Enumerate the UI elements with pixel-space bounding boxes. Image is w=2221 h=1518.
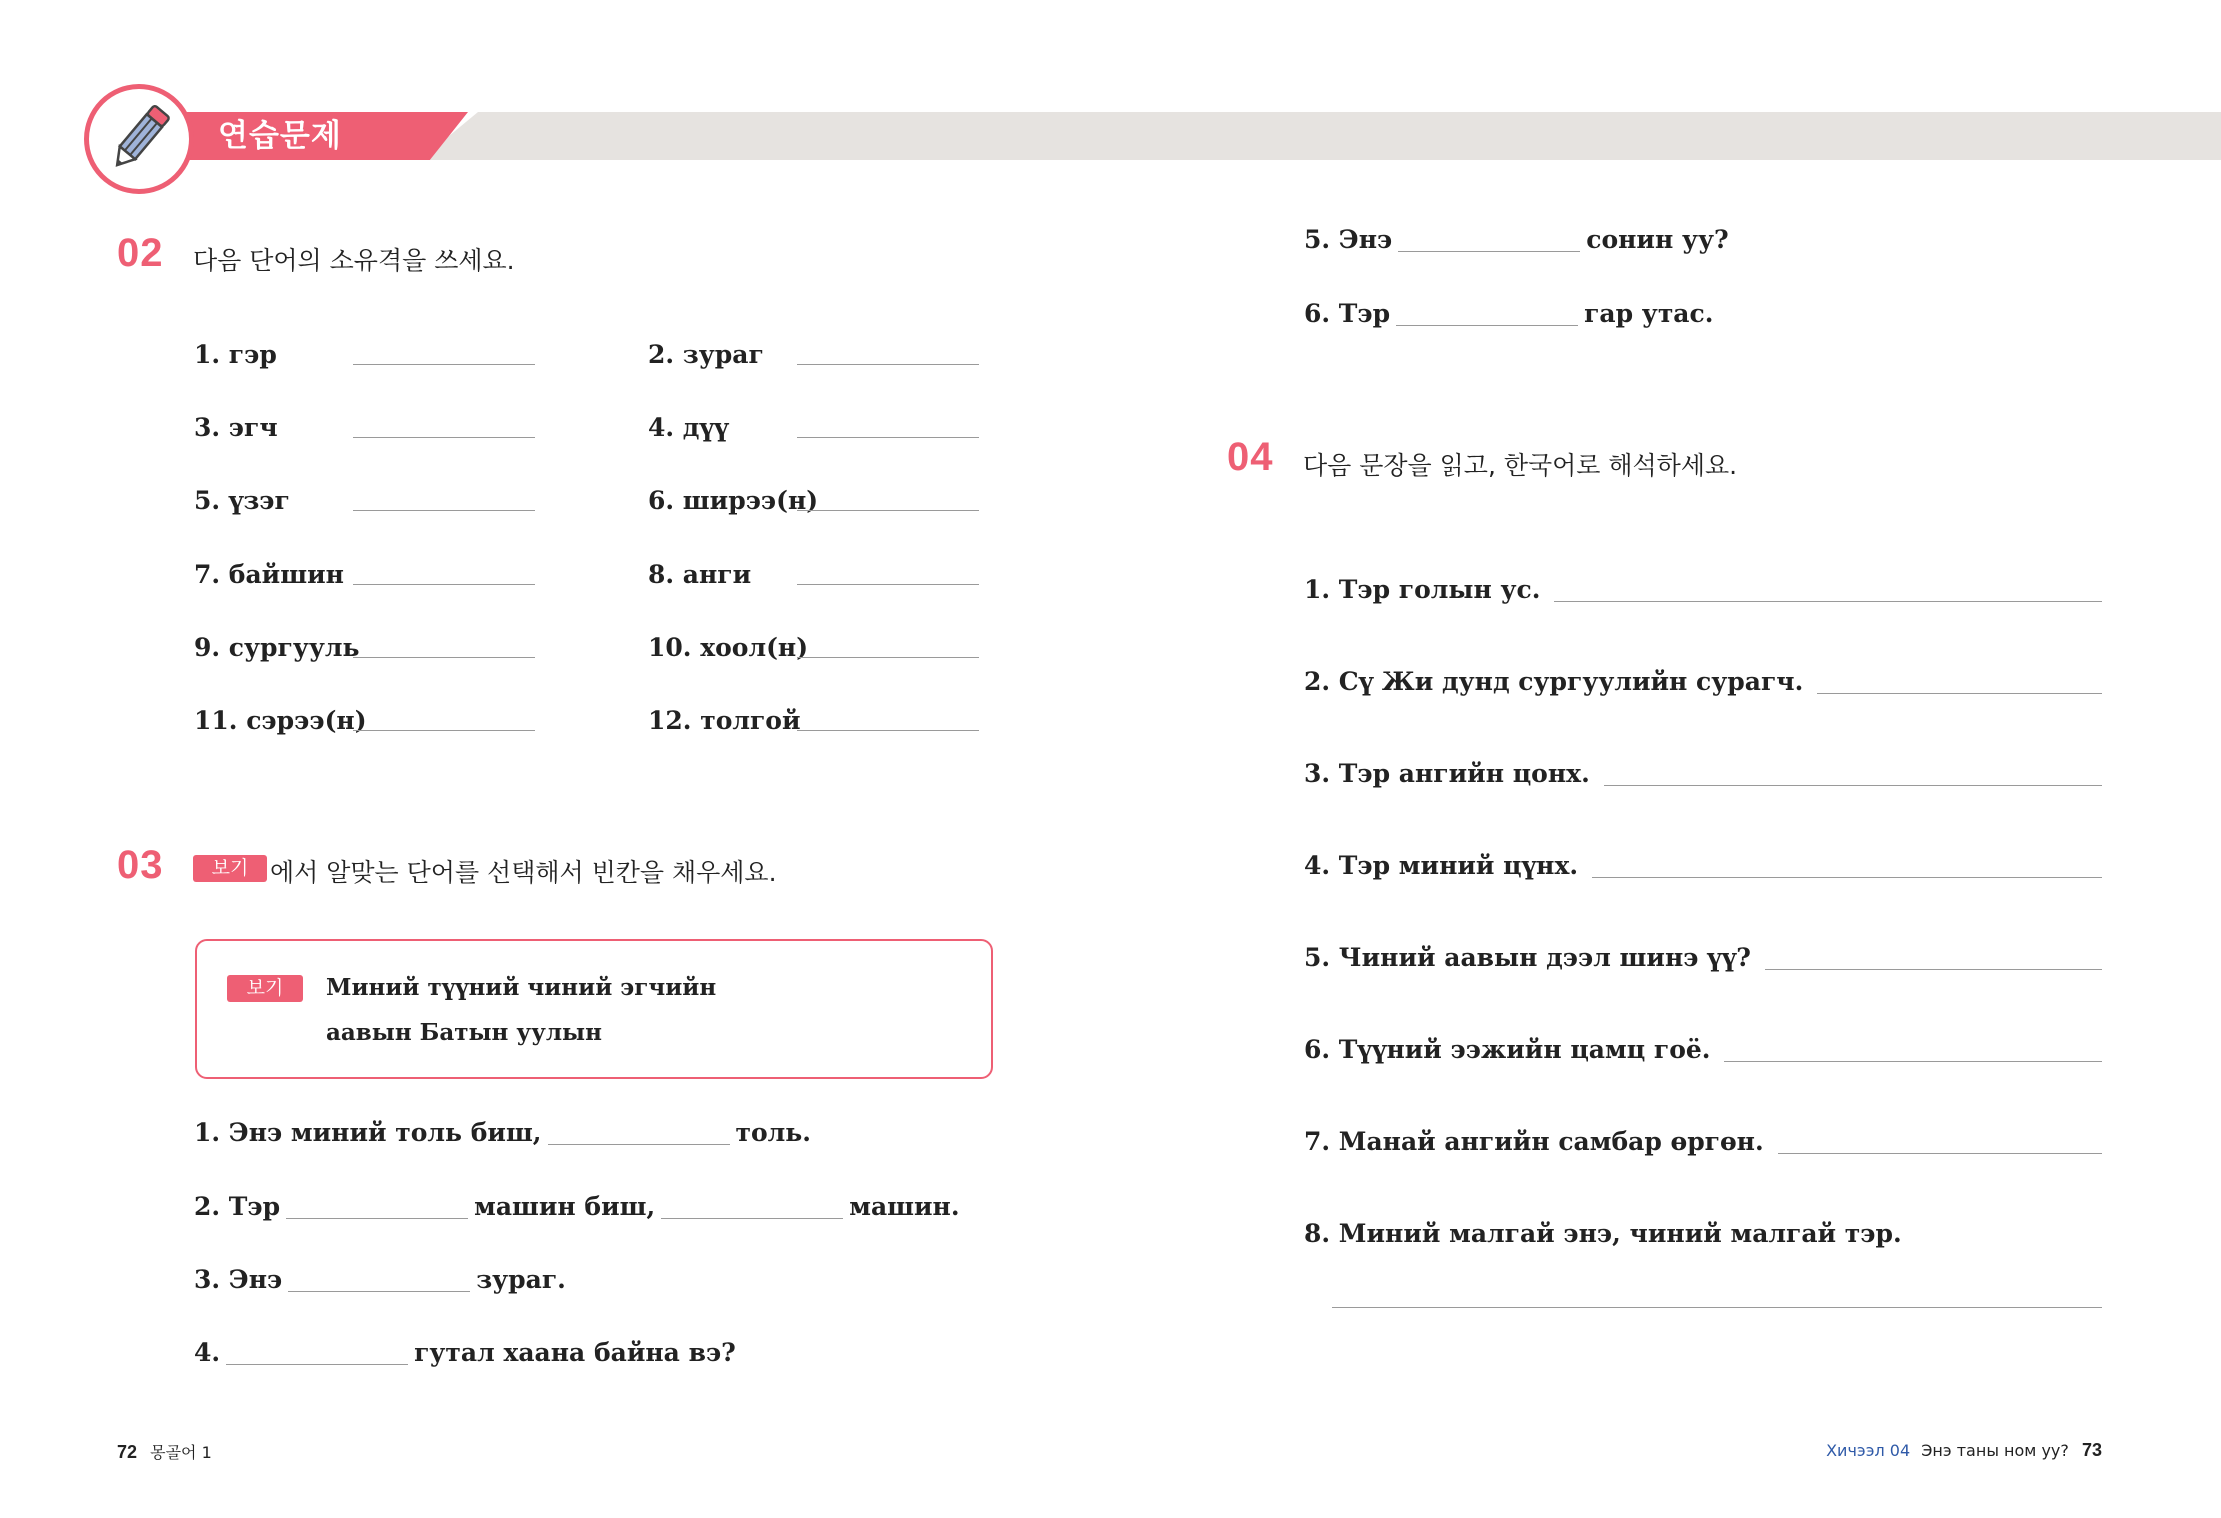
answer-blank[interactable]: [548, 1143, 730, 1145]
page-title: 연습문제: [218, 118, 342, 154]
answer-blank[interactable]: [353, 364, 535, 365]
answer-line[interactable]: [1817, 693, 2102, 694]
answer-blank[interactable]: [797, 364, 979, 365]
header-band: [420, 112, 2221, 160]
s03-item-5: [1304, 225, 1729, 254]
s02-item: 1. гэр: [194, 340, 277, 369]
s03-item-6-post: гар утас.: [1584, 299, 1714, 328]
footer-left: [117, 1440, 212, 1463]
answer-blank[interactable]: [353, 584, 535, 585]
answer-blank[interactable]: [353, 730, 535, 731]
lesson-label: Хичээл 04: [1826, 1441, 1911, 1460]
answer-blank[interactable]: [797, 437, 979, 438]
s02-item: 11. сэрээ(н): [194, 706, 367, 735]
s03-item-5-post: сонин уу?: [1586, 225, 1729, 254]
answer-blank[interactable]: [226, 1363, 408, 1365]
s02-item: 3. эгч: [194, 413, 278, 442]
s02-item: 5. үзэг: [194, 486, 290, 515]
example-words-line-1: Миний түүний чиний эгчийн: [326, 974, 717, 1001]
s03-item-4-post: гутал хаана байна вэ?: [414, 1338, 736, 1367]
s03-item-3-post: зураг.: [476, 1265, 566, 1294]
pencil-icon: [103, 101, 175, 177]
section-number-03: 03: [117, 843, 164, 887]
section-number-04: 04: [1227, 435, 1274, 479]
s03-item-2-mid: машин биш,: [474, 1192, 656, 1221]
s02-item: 9. сургууль: [194, 633, 360, 662]
s04-item: 6. Түүний ээжийн цамц гоё.: [1304, 1035, 1711, 1064]
s04-item: 1. Тэр голын ус.: [1304, 575, 1541, 604]
answer-line[interactable]: [1554, 601, 2102, 602]
s03-item-6: [1304, 299, 1713, 328]
s03-item-5-pre: 5. Энэ: [1304, 225, 1393, 254]
s03-item-6-pre: 6. Тэр: [1304, 299, 1391, 328]
answer-line-8[interactable]: [1332, 1307, 2102, 1308]
example-box-badge: 보기: [227, 975, 303, 1002]
s03-item-4: [194, 1338, 736, 1367]
s03-item-1-pre: 1. Энэ миний толь биш,: [194, 1118, 542, 1147]
page-number-left: 72: [117, 1442, 138, 1462]
example-words-line-2: аавын Батын уулын: [326, 1019, 602, 1046]
answer-line[interactable]: [1778, 1153, 2102, 1154]
s03-item-2-pre: 2. Тэр: [194, 1192, 281, 1221]
s03-item-1-post: толь.: [735, 1118, 811, 1147]
answer-blank[interactable]: [797, 510, 979, 511]
answer-blank[interactable]: [797, 657, 979, 658]
section-04-heading: 다음 문장을 읽고, 한국어로 해석하세요.: [1303, 451, 1738, 480]
s02-item: 2. зураг: [648, 340, 764, 369]
example-badge-inline: 보기: [193, 855, 267, 882]
answer-blank[interactable]: [353, 437, 535, 438]
answer-blank[interactable]: [353, 657, 535, 658]
answer-line[interactable]: [1724, 1061, 2102, 1062]
s04-item: 8. Миний малгай энэ, чиний малгай тэр.: [1304, 1219, 1902, 1248]
answer-blank[interactable]: [353, 510, 535, 511]
pencil-icon-badge: [84, 84, 194, 194]
s03-item-2: [194, 1192, 960, 1221]
example-box: [195, 939, 993, 1079]
answer-blank[interactable]: [288, 1290, 470, 1292]
s04-item: 5. Чиний аавын дээл шинэ үү?: [1304, 943, 1751, 972]
book-title: 몽골어 1: [150, 1443, 212, 1462]
s03-item-4-pre: 4.: [194, 1338, 221, 1367]
s02-item: 7. байшин: [194, 560, 344, 589]
s02-item: 6. ширээ(н): [648, 486, 819, 515]
s04-item: 7. Манай ангийн самбар өргөн.: [1304, 1127, 1764, 1156]
lesson-title: Энэ таны ном уу?: [1921, 1441, 2069, 1460]
s02-item: 8. анги: [648, 560, 752, 589]
s04-item: 3. Тэр ангийн цонх.: [1304, 759, 1590, 788]
s02-item: 12. толгой: [648, 706, 801, 735]
s02-item: 10. хоол(н): [648, 633, 809, 662]
page-number-right: 73: [2081, 1440, 2102, 1460]
s03-item-2-post: машин.: [849, 1192, 960, 1221]
section-number-02: 02: [117, 231, 164, 275]
answer-blank[interactable]: [1396, 324, 1578, 326]
s04-item: 4. Тэр миний цүнх.: [1304, 851, 1579, 880]
answer-line[interactable]: [1765, 969, 2102, 970]
section-03-heading: 에서 알맞는 단어를 선택해서 빈칸을 채우세요.: [270, 858, 777, 887]
s03-item-1: [194, 1118, 811, 1147]
s03-item-3-pre: 3. Энэ: [194, 1265, 283, 1294]
answer-line[interactable]: [1604, 785, 2102, 786]
answer-blank[interactable]: [661, 1217, 843, 1219]
answer-blank[interactable]: [797, 584, 979, 585]
section-02-heading: 다음 단어의 소유격을 쓰세요.: [193, 246, 515, 275]
footer-right: [1826, 1440, 2102, 1461]
s03-item-3: [194, 1265, 566, 1294]
answer-blank[interactable]: [286, 1217, 468, 1219]
s04-item: 2. Сү Жи дунд сургуулийн сурагч.: [1304, 667, 1804, 696]
answer-blank[interactable]: [797, 730, 979, 731]
answer-line[interactable]: [1592, 877, 2102, 878]
s02-item: 4. дүү: [648, 413, 729, 442]
answer-blank[interactable]: [1398, 250, 1580, 252]
